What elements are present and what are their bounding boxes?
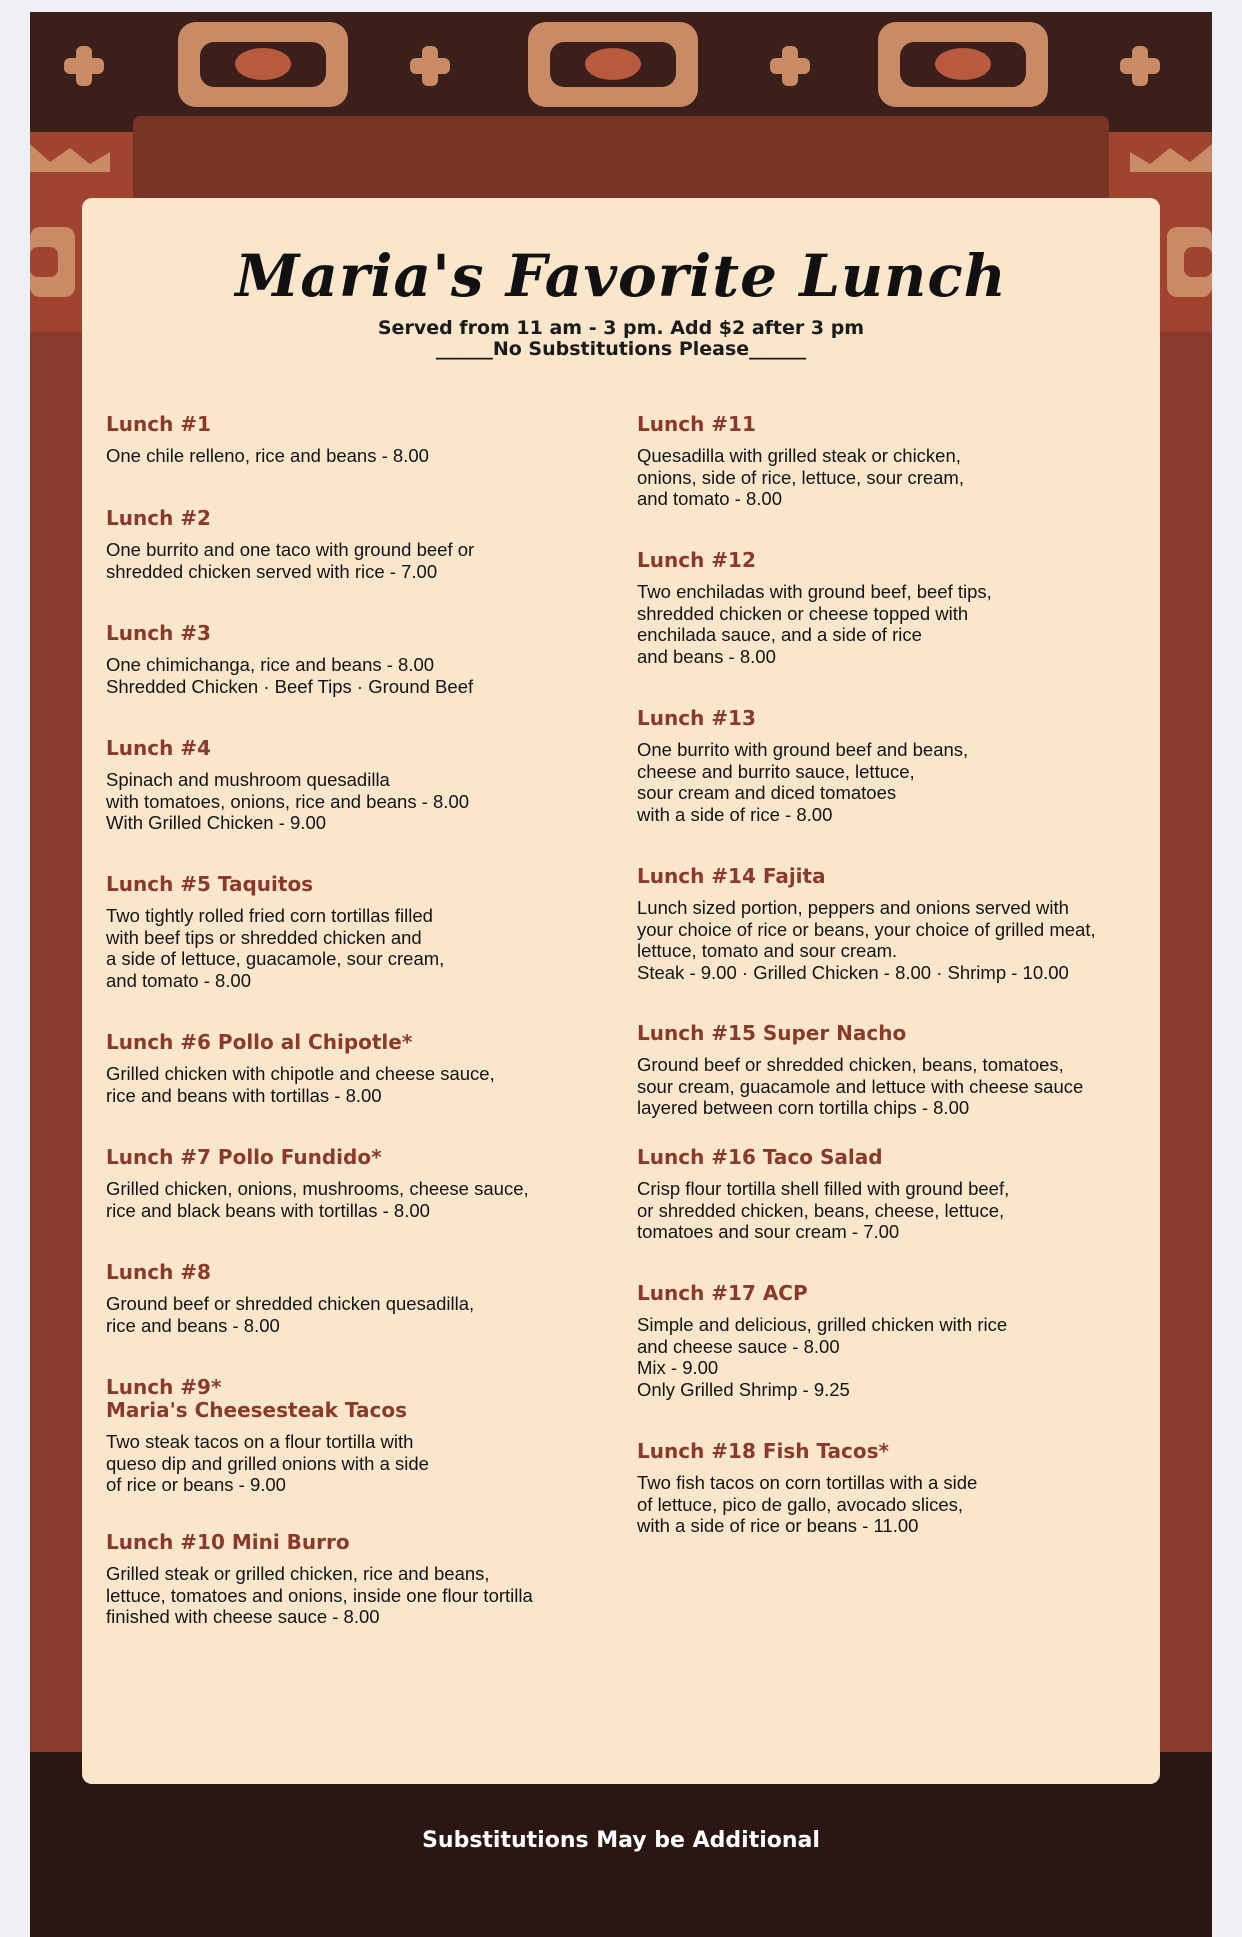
- menu-item: [106, 413, 606, 467]
- item-title: Lunch #6 Pollo al Chipotle*: [106, 1030, 413, 1054]
- item-description: Lunch sized portion, peppers and onions served with your choice of rice or beans, your choice of grilled meat, lettuce, tomato and sour cream. Steak - 9.00 · Grilled Chicken - 8.00 · Shrimp - 10.00: [637, 897, 1096, 983]
- menu-item: [637, 1022, 1142, 1119]
- item-description: Two tightly rolled fried corn tortillas filled with beef tips or shredded chicken and a side of lettuce, guacamole, sour cream, and tomato - 8.00: [106, 905, 445, 991]
- menu-item: [106, 737, 606, 834]
- footer-note: Substitutions May be Additional: [422, 1828, 820, 1853]
- item-description: Grilled chicken with chipotle and cheese sauce, rice and beans with tortillas - 8.00: [106, 1063, 495, 1106]
- menu-item: [106, 1261, 606, 1336]
- item-description: One chile relleno, rice and beans - 8.00: [106, 445, 429, 466]
- item-description: Two fish tacos on corn tortillas with a side of lettuce, pico de gallo, avocado slices, with a side of rice or beans - 11.00: [637, 1472, 978, 1536]
- item-title: Lunch #2: [106, 506, 211, 530]
- item-description: Two steak tacos on a flour tortilla with queso dip and grilled onions with a side of rice or beans - 9.00: [106, 1431, 429, 1495]
- menu-item: [106, 507, 606, 582]
- item-title: Lunch #8: [106, 1260, 211, 1284]
- item-description: One chimichanga, rice and beans - 8.00 Shredded Chicken · Beef Tips · Ground Beef: [106, 654, 474, 697]
- item-title: Lunch #10 Mini Burro: [106, 1530, 350, 1554]
- menu-item: [637, 865, 1142, 983]
- menu-item: [637, 707, 1142, 825]
- item-description: One burrito and one taco with ground beef or shredded chicken served with rice - 7.00: [106, 539, 475, 582]
- item-description: Grilled steak or grilled chicken, rice and beans, lettuce, tomatoes and onions, inside one flour tortilla finished with cheese sauce - 8.00: [106, 1563, 533, 1627]
- item-title: Lunch #16 Taco Salad: [637, 1145, 883, 1169]
- item-title: Lunch #5 Taquitos: [106, 872, 314, 896]
- header-box: [133, 116, 1109, 206]
- menu-item: [637, 413, 1142, 510]
- item-title: Lunch #12: [637, 548, 756, 572]
- item-title: Lunch #11: [637, 412, 756, 436]
- serving-hours: Served from 11 am - 3 pm. Add $2 after 3 pm: [377, 317, 865, 339]
- item-description: Grilled chicken, onions, mushrooms, cheese sauce, rice and black beans with tortillas - 8.00: [106, 1178, 529, 1221]
- item-description: Two enchiladas with ground beef, beef tips, shredded chicken or cheese topped with enchilada sauce, and a side of rice and beans - 8.00: [637, 581, 992, 667]
- item-title: Lunch #9* Maria's Cheesesteak Tacos: [106, 1375, 407, 1422]
- item-title: Lunch #17 ACP: [637, 1281, 808, 1305]
- item-description: Simple and delicious, grilled chicken with rice and cheese sauce - 8.00 Mix - 9.00 Only Grilled Shrimp - 9.25: [637, 1314, 1008, 1400]
- menu-item: [106, 622, 606, 697]
- menu-item: [637, 1440, 1142, 1537]
- menu-item: [106, 1146, 606, 1221]
- no-substitutions-note: ______No Substitutions Please______: [435, 338, 807, 360]
- item-title: Lunch #7 Pollo Fundido*: [106, 1145, 382, 1169]
- menu-item: [106, 1031, 606, 1106]
- item-title: Lunch #18 Fish Tacos*: [637, 1439, 889, 1463]
- menu-item: [106, 1376, 606, 1496]
- item-title: Lunch #15 Super Nacho: [637, 1021, 907, 1045]
- menu-item: [637, 1282, 1142, 1400]
- menu-item: [637, 1146, 1142, 1243]
- item-title: Lunch #14 Fajita: [637, 864, 826, 888]
- item-description: Spinach and mushroom quesadilla with tomatoes, onions, rice and beans - 8.00 With Grilled Chicken - 9.00: [106, 769, 470, 833]
- menu-item: [106, 873, 606, 991]
- item-title: Lunch #13: [637, 706, 756, 730]
- item-description: Crisp flour tortilla shell filled with ground beef, or shredded chicken, beans, cheese, lettuce, tomatoes and sour cream - 7.00: [637, 1178, 1010, 1242]
- menu-card: [82, 198, 1160, 1784]
- item-title: Lunch #3: [106, 621, 211, 645]
- menu-item: [106, 1531, 606, 1628]
- item-description: Ground beef or shredded chicken quesadilla, rice and beans - 8.00: [106, 1293, 475, 1336]
- item-title: Lunch #4: [106, 736, 211, 760]
- item-description: One burrito with ground beef and beans, cheese and burrito sauce, lettuce, sour cream and diced tomatoes with a side of rice - 8.00: [637, 739, 969, 825]
- item-title: Lunch #1: [106, 412, 211, 436]
- menu-title: Maria's Favorite Lunch: [235, 242, 1007, 310]
- menu-item: [637, 549, 1142, 667]
- menu-page: [30, 12, 1212, 1937]
- item-description: Quesadilla with grilled steak or chicken, onions, side of rice, lettuce, sour cream, and tomato - 8.00: [637, 445, 964, 509]
- item-description: Ground beef or shredded chicken, beans, tomatoes, sour cream, guacamole and lettuce with cheese sauce layered between corn tortilla chips - 8.00: [637, 1054, 1084, 1118]
